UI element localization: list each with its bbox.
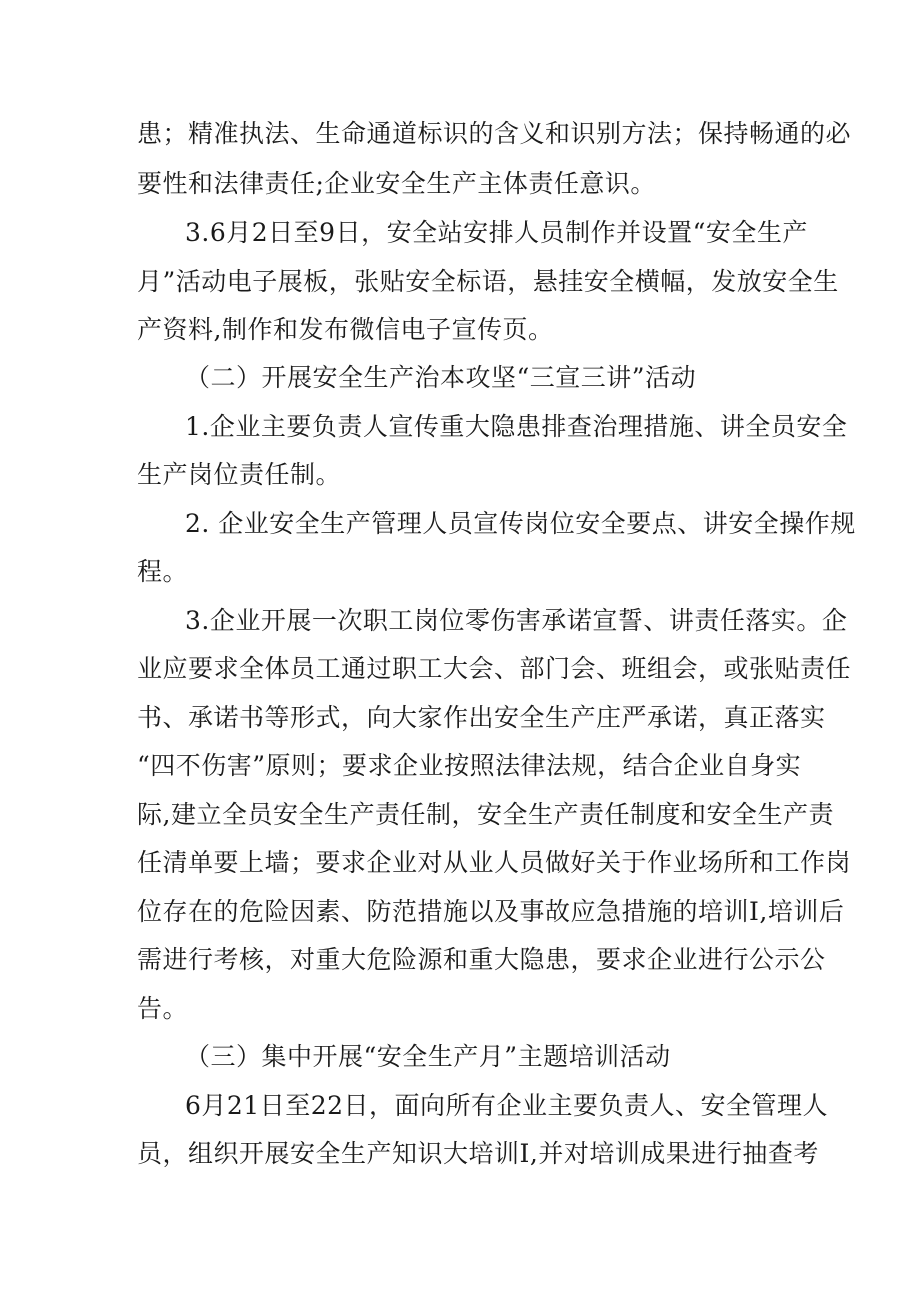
text-line: 书、承诺书等形式，向大家作出安全生产庄严承诺，真正落实 [137,703,826,732]
section-heading: （三）集中开展“安全生产月”主题培训活动 [185,1042,671,1071]
text-line: 1.企业主要负责人宣传重大隐患排查治理措施、讲全员安全 [185,412,848,441]
text-line: 3.6月2日至9日，安全站安排人员制作并设置“安全生产 [185,218,808,247]
text-line: 要性和法律责任;企业安全生产主体责任意识。 [137,169,656,198]
text-line: 业应要求全体员工通过职工大会、部门会、班组会，或张贴责任 [137,654,852,683]
text-line: 6月21日至22日，面向所有企业主要负责人、安全管理人 [185,1091,829,1120]
text-line: 员，组织开展安全生产知识大培训I,并对培训成果进行抽查考 [137,1139,819,1168]
text-line: 告。 [137,994,189,1023]
text-line: 3.企业开展一次职工岗位零伤害承诺宣誓、讲责任落实。企 [185,606,848,635]
text-line: 月”活动电子展板，张贴安全标语，悬挂安全横幅，发放安全生 [137,267,839,296]
text-line: 患；精准执法、生命通道标识的含义和识别方法；保持畅通的必 [137,119,852,148]
text-line: 任清单要上墙；要求企业对从业人员做好关于作业场所和工作岗 [137,848,852,877]
text-line: 需进行考核，对重大危险源和重大隐患，要求企业进行公示公 [137,945,826,974]
text-line: 位存在的危险因素、防范措施以及事故应急措施的培训I,培训后 [137,897,845,926]
text-line: “四不伤害”原则；要求企业按照法律法规，结合企业自身实 [137,751,802,780]
text-line: 际,建立全员安全生产责任制，安全生产责任制度和安全生产责 [137,800,834,829]
text-line: 程。 [137,557,189,586]
section-heading: （二）开展安全生产治本攻坚“三宣三讲”活动 [185,363,697,392]
text-line: 产资料,制作和发布微信电子宣传页。 [137,315,554,344]
text-line: 2. 企业安全生产管理人员宣传岗位安全要点、讲安全操作规 [185,509,856,538]
text-line: 生产岗位责任制。 [137,460,342,489]
